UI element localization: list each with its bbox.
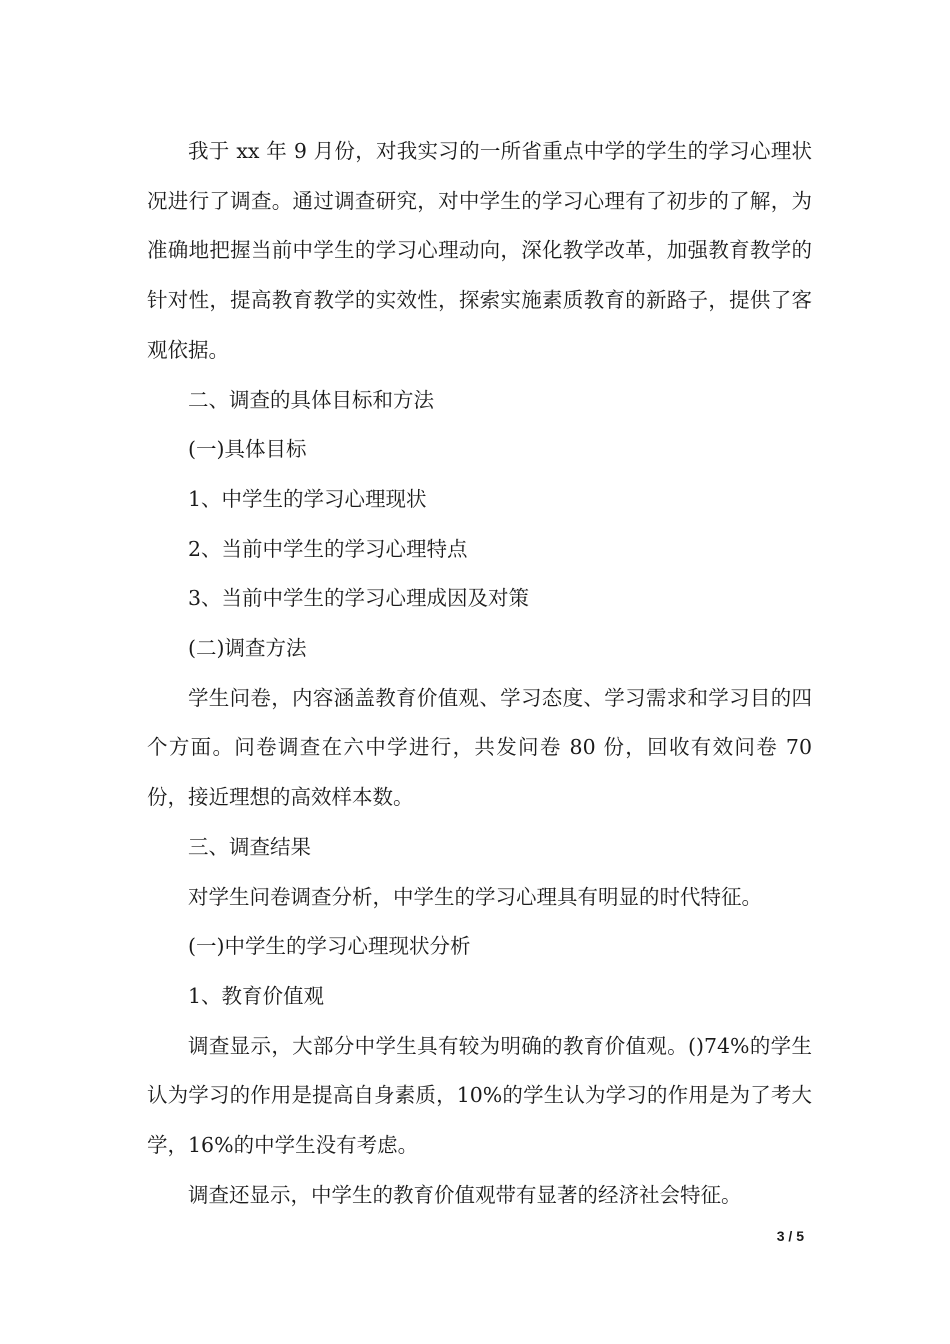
list-item-goal-3: 3、当前中学生的学习心理成因及对策 [188,586,530,611]
paragraph-results-intro: 对学生问卷调查分析，中学生的学习心理具有明显的时代特征。 [188,884,762,909]
heading-section-3: 三、调查结果 [188,834,311,859]
document-body [147,127,812,1220]
heading-education-values: 1、教育价值观 [188,983,325,1008]
heading-subsection-goals: (一)具体目标 [188,437,307,462]
page-number: 3 / 5 [776,1228,804,1244]
paragraph-values-economic: 调查还显示，中学生的教育价值观带有显著的经济社会特征。 [188,1182,742,1207]
paragraph-intro: 我于 xx 年 9 月份，对我实习的一所省重点中学的学生的学习心理状况进行了调查。通过调查研究，对中学生的学习心理有了初步的了解，为准确地把握当前中学生的学习心理动向，深化教学改革，加强教育教学的针对性，提高教育教学的实效性，探索实施素质教育的新路子，提供了客观依据。 [147,139,812,362]
paragraph-values-survey: 调查显示，大部分中学生具有较为明确的教育价值观。()74%的学生认为学习的作用是提高自身素质，10%的学生认为学习的作用是为了考大学，16%的中学生没有考虑。 [147,1033,812,1158]
list-item-goal-1: 1、中学生的学习心理现状 [188,486,427,511]
heading-subsection-analysis: (一)中学生的学习心理现状分析 [188,934,471,959]
heading-subsection-method: (二)调查方法 [188,636,307,661]
paragraph-method: 学生问卷，内容涵盖教育价值观、学习态度、学习需求和学习目的四个方面。问卷调查在六中学进行，共发问卷 80 份，回收有效问卷 70 份，接近理想的高效样本数。 [147,685,812,810]
heading-section-2: 二、调查的具体目标和方法 [188,387,434,412]
list-item-goal-2: 2、当前中学生的学习心理特点 [188,536,468,561]
